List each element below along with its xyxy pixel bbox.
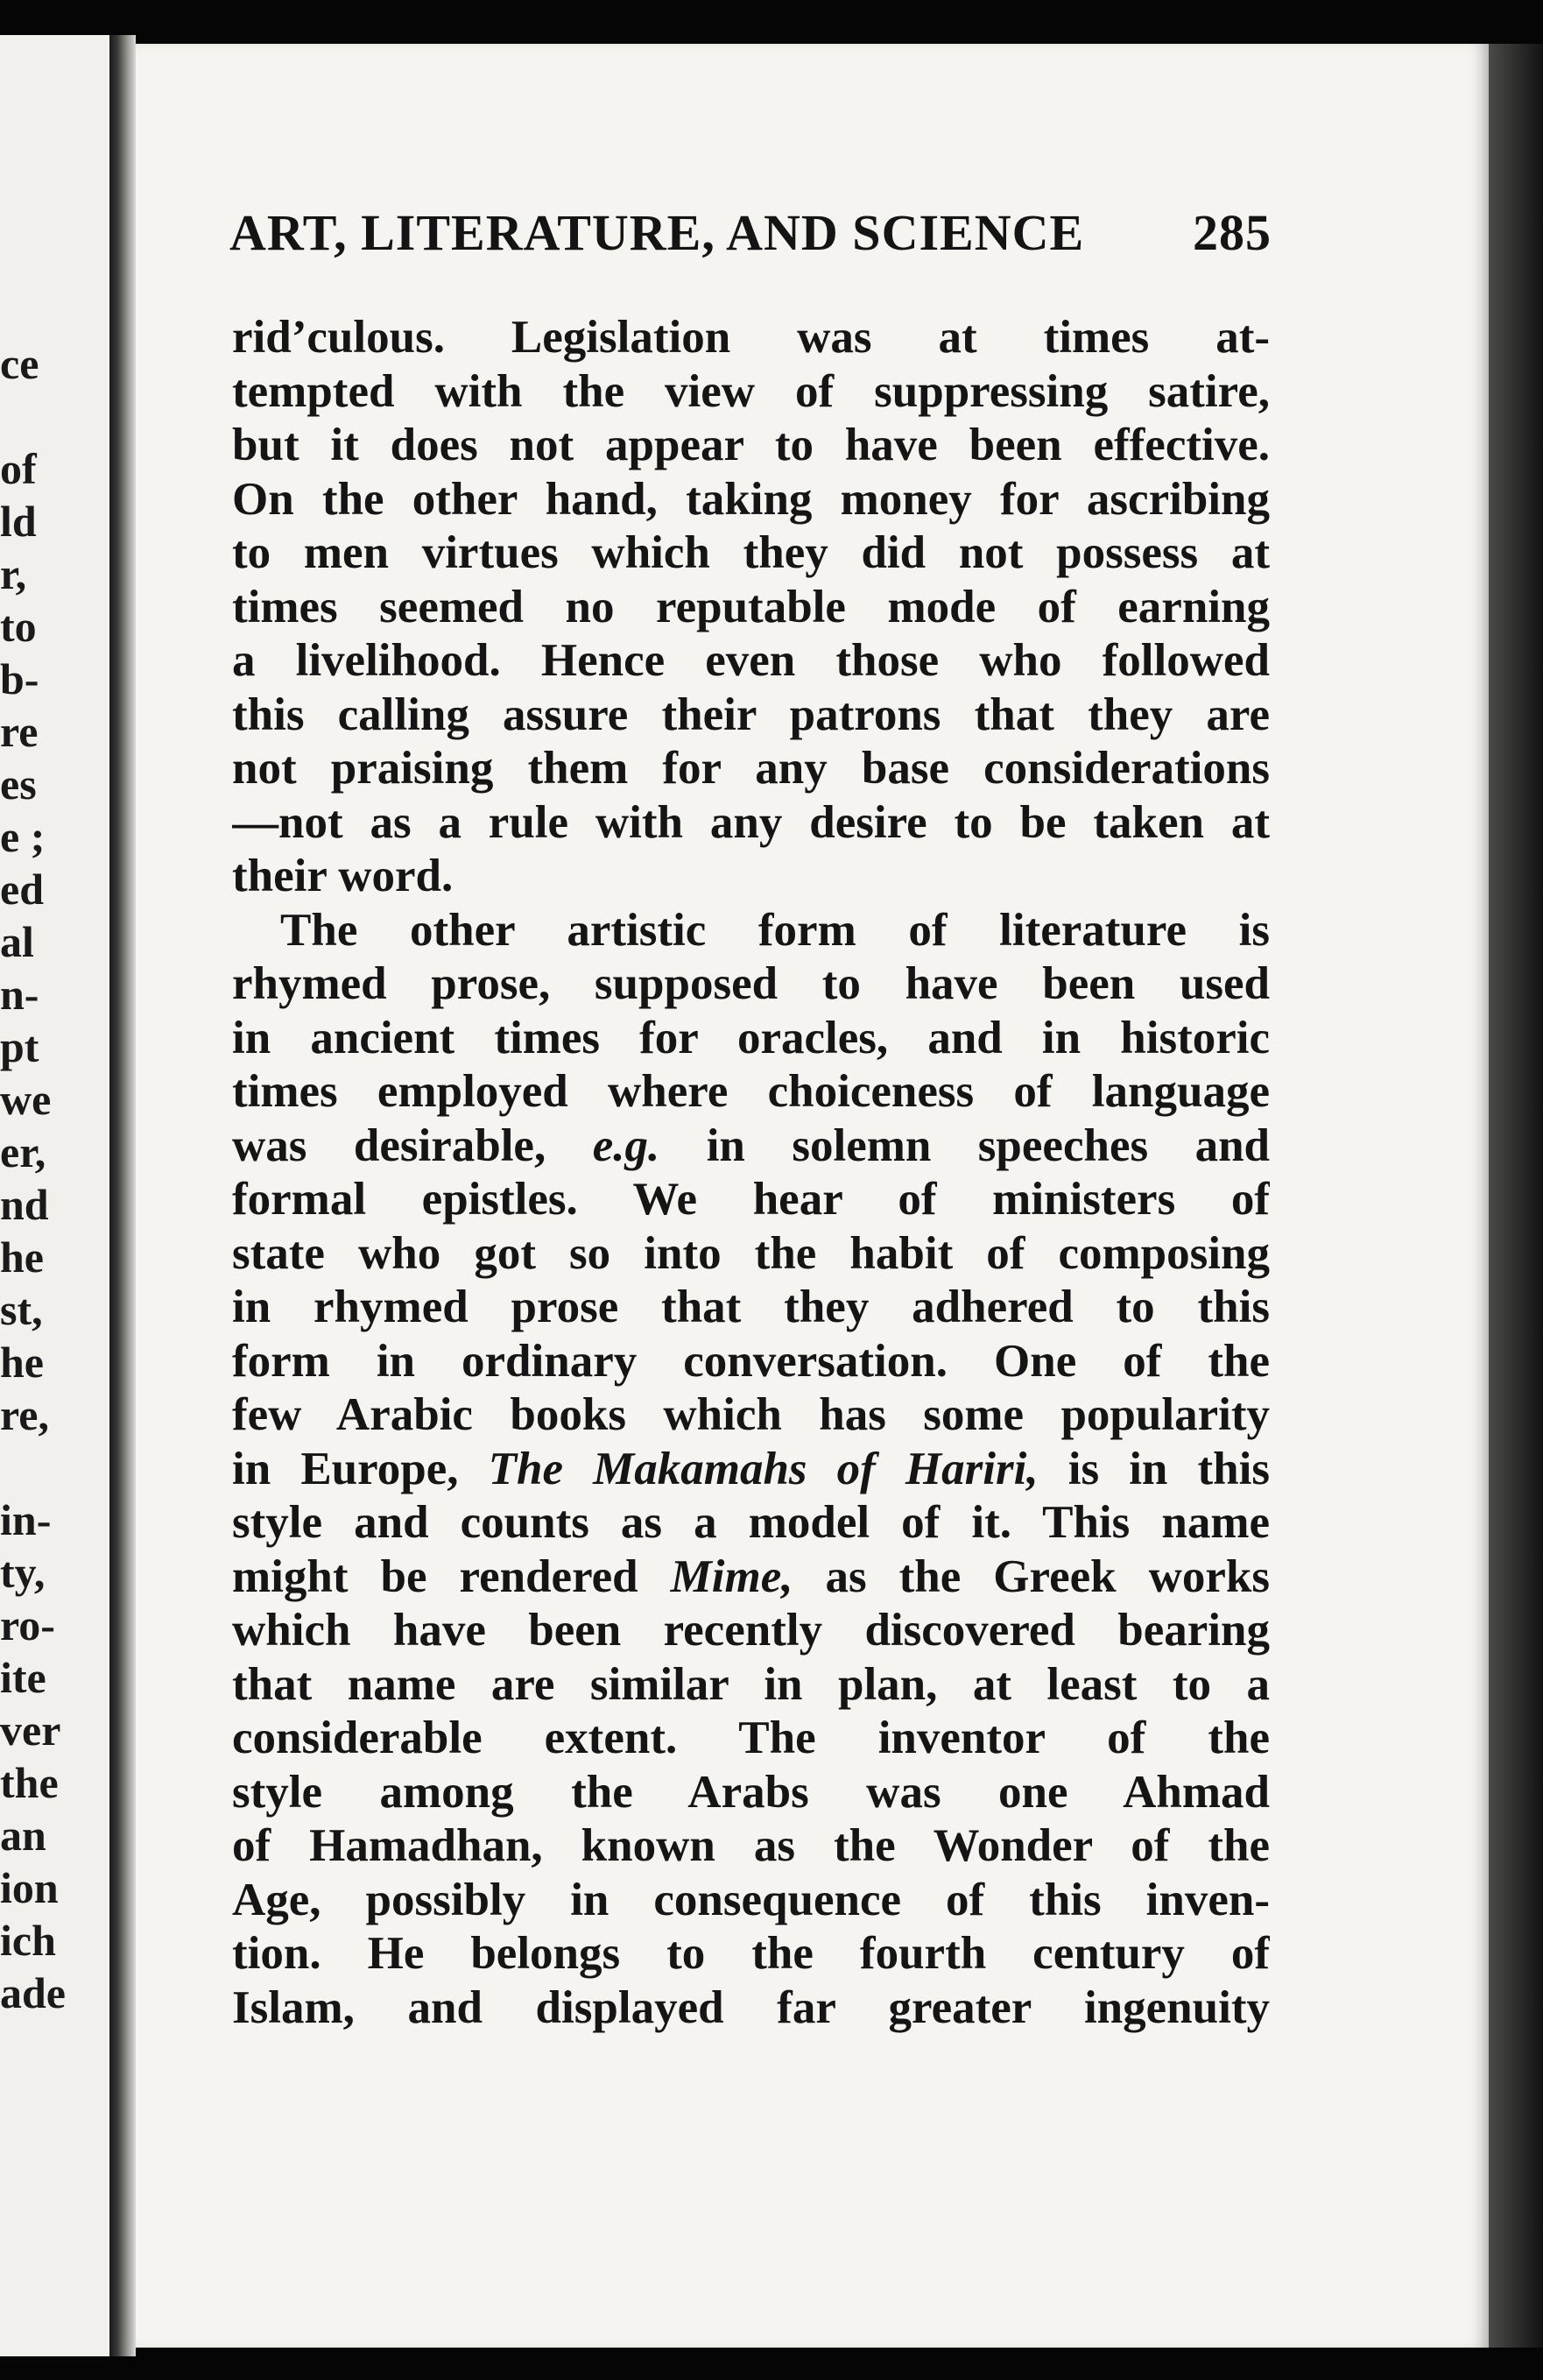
text-line: On the other hand, taking money for ascribing	[232, 473, 1270, 525]
fragment-line: he	[0, 1338, 44, 1387]
text-line: not praising them for any base considerations	[232, 743, 1270, 794]
text-line	[232, 1550, 1270, 1605]
text-line: times seemed no reputable mode of earning	[232, 581, 1270, 632]
text-line: which have been recently discovered bearing	[232, 1605, 1270, 1656]
fragment-line: al	[0, 917, 34, 966]
text-line: rid’culous. Legislation was at times at-	[232, 312, 1270, 363]
text-line: —not as a rule with any desire to be taken at	[232, 796, 1270, 848]
text-line	[232, 1119, 1270, 1174]
text-line: in rhymed prose that they adhered to this	[232, 1282, 1270, 1332]
text-segment: in solemn speeches and	[706, 1119, 1270, 1171]
fragment-line: pt	[0, 1022, 39, 1071]
book-gutter	[109, 35, 136, 2356]
text-line	[232, 1443, 1270, 1497]
page-number: 285	[1193, 204, 1272, 261]
fragment-line: to	[0, 602, 37, 651]
fragment-line: nd	[0, 1180, 49, 1229]
fragment-line: he	[0, 1232, 44, 1282]
text-line: Age, possibly in consequence of this inven-	[232, 1874, 1270, 1925]
fragment-line: of	[0, 444, 37, 493]
text-line: few Arabic books which has some popularity	[232, 1389, 1270, 1440]
fragment-line: e ;	[0, 812, 46, 861]
text-line: but it does not appear to have been effective.	[232, 420, 1270, 470]
fragment-line: in-	[0, 1495, 52, 1544]
text-line: state who got so into the habit of composing	[232, 1227, 1270, 1279]
text-line: rhymed prose, supposed to have been used	[232, 958, 1270, 1009]
page-edge-shadow	[1489, 44, 1543, 2348]
fragment-line: n-	[0, 970, 39, 1019]
fragment-line: ty,	[0, 1548, 46, 1597]
fragment-line: ite	[0, 1653, 46, 1702]
fragment-line: re,	[0, 1390, 49, 1439]
text-segment: as the Greek works	[825, 1550, 1270, 1602]
text-line: this calling assure their patrons that they are	[232, 689, 1270, 740]
fragment-line: er,	[0, 1127, 46, 1176]
text-line: style among the Arabs was one Ahmad	[232, 1766, 1270, 1818]
text-line: tempted with the view of suppressing satire,	[232, 365, 1270, 417]
fragment-line	[0, 390, 109, 442]
text-line: form in ordinary conversation. One of the	[232, 1335, 1270, 1387]
fragment-line: ed	[0, 865, 44, 914]
body-text	[232, 311, 1270, 2035]
text-line: their word.	[232, 851, 454, 901]
text-line: tion. He belongs to the fourth century of	[232, 1928, 1270, 1979]
italic-term: Mime,	[670, 1550, 793, 1602]
fragment-line: the	[0, 1758, 59, 1807]
fragment-line	[0, 1441, 109, 1494]
running-header	[229, 203, 1272, 273]
text-line: times employed where choiceness of language	[232, 1066, 1270, 1117]
text-segment: is in this	[1067, 1443, 1270, 1494]
text-line: style and counts as a model of it. This name	[232, 1497, 1270, 1548]
fragment-line: r,	[0, 549, 27, 598]
fragment-line: st,	[0, 1285, 43, 1334]
paragraph-first-line: The other artistic form of literature is	[280, 904, 1270, 956]
text-line: formal epistles. We hear of ministers of	[232, 1174, 1270, 1225]
fragment-line: ade	[0, 1968, 66, 2017]
text-line: to men virtues which they did not possess at	[232, 527, 1270, 578]
text-segment: might be rendered	[232, 1550, 638, 1602]
facing-page-text-edge	[0, 337, 109, 2019]
fragment-line: ion	[0, 1863, 59, 1912]
fragment-line: an	[0, 1811, 46, 1860]
fragment-line: re	[0, 707, 39, 756]
fragment-line: ver	[0, 1706, 61, 1755]
running-title: ART, LITERATURE, AND SCIENCE	[229, 204, 1085, 261]
fragment-line: ro-	[0, 1600, 55, 1649]
text-segment: was desirable,	[232, 1119, 546, 1171]
fragment-line: b-	[0, 654, 39, 703]
text-segment: in Europe,	[232, 1443, 459, 1494]
text-line: considerable extent. The inventor of the	[232, 1713, 1270, 1763]
facing-page-fragment	[0, 35, 109, 2356]
fragment-line: es	[0, 759, 37, 809]
text-line: Islam, and displayed far greater ingenuity	[232, 1981, 1270, 2033]
italic-book-title: The Makamahs of Hariri,	[488, 1443, 1039, 1494]
italic-abbreviation: e.g.	[592, 1119, 660, 1171]
fragment-line: ich	[0, 1916, 56, 1965]
text-line: a livelihood. Hence even those who followed	[232, 635, 1270, 686]
text-line: that name are similar in plan, at least to a	[232, 1658, 1270, 1710]
text-line: in ancient times for oracles, and in historic	[232, 1012, 1270, 1063]
fragment-line: ce	[0, 339, 39, 388]
fragment-line: ld	[0, 497, 37, 546]
text-line: of Hamadhan, known as the Wonder of the	[232, 1820, 1270, 1871]
fragment-line: we	[0, 1075, 52, 1124]
